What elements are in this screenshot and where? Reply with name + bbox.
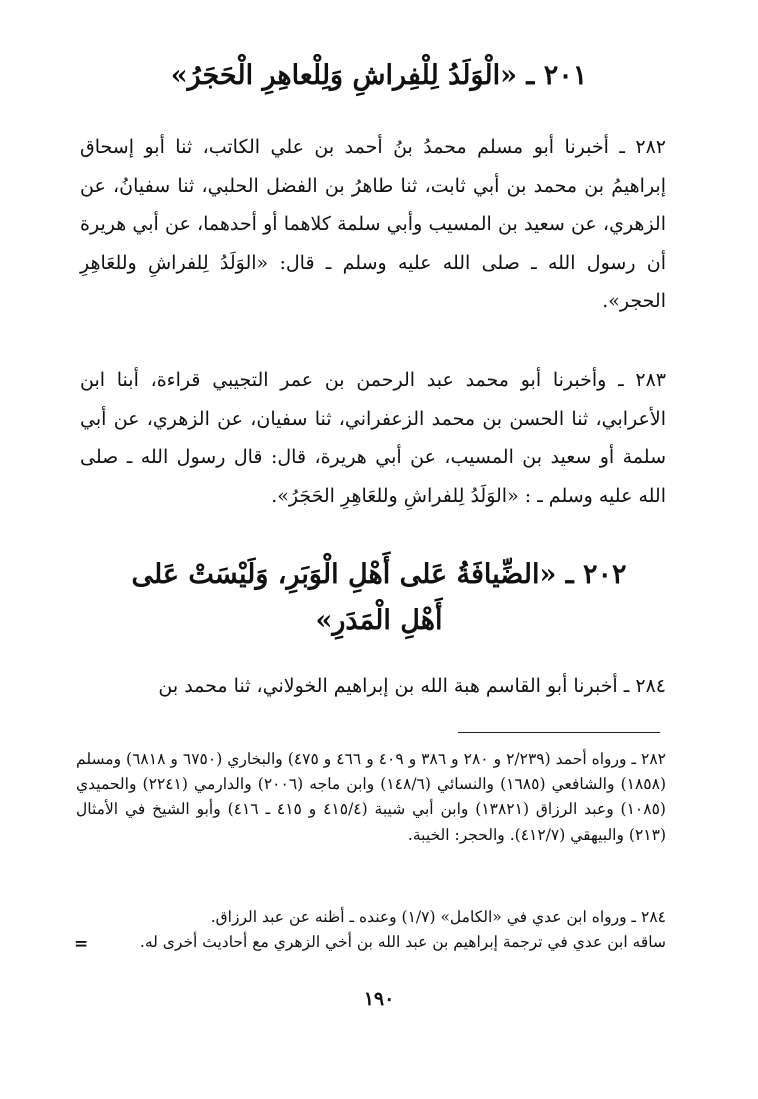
chapter-202-heading-line1: ٢٠٢ ـ «الضِّيافَةُ عَلى أَهْلِ الْوَبَرِ، وَلَيْسَتْ عَلى [131, 559, 627, 590]
footnote-284-line1: ٢٨٤ ـ ورواه ابن عدي في «الكامل» (١/٧) وعنده ـ أظنه عن عبد الرزاق. [210, 908, 666, 926]
footnote-284 [76, 905, 666, 955]
chapter-202-heading [60, 552, 698, 644]
footnote-divider [458, 732, 660, 733]
hadith-282-paragraph: ٢٨٢ ـ أخبرنا أبو مسلم محمدُ بنُ أحمد بن علي الكاتب، ثنا أبو إسحاق إبراهيمُ بن محمد بن أبي ثابت، ثنا طاهرُ بن الفضل الحلبي، ثنا سفيانُ، عن الزهري، عن سعيد بن المسيب وأبي سلمة كلاهما أو أحدهما، عن أبي هريرة أن رسول الله ـ صلى الله عليه وسلم ـ قال: «الوَلَدُ لِلفراشِ وللعَاهِرِ الحجر». [80, 136, 667, 312]
hadith-284-paragraph: ٢٨٤ ـ أخبرنا أبو القاسم هبة الله بن إبراهيم الخولاني، ثنا محمد بن [158, 675, 666, 697]
footnote-284-line2: ساقه ابن عدي في ترجمة إبراهيم بن عبد الله بن أخي الزهري مع أحاديث أخرى له. [139, 933, 666, 952]
chapter-202-heading-line2: أَهْلِ الْمَدَرِ» [315, 605, 443, 636]
hadith-283-paragraph: ٢٨٣ ـ وأخبرنا أبو محمد عبد الرحمن بن عمر التجيبي قراءة، أبنا ابن الأعرابي، ثنا الحسن بن محمد الزعفراني، ثنا سفيان، عن الزهري، عن أبي سلمة أو سعيد بن المسيب، عن أبي هريرة، قال: قال رسول الله ـ صلى الله عليه وسلم ـ : «الوَلَدُ لِلفراشِ وللعَاهِرِ الحَجَرُ». [80, 369, 666, 507]
page-number: ١٩٠ [363, 988, 395, 1010]
continuation-mark: = [74, 934, 89, 954]
chapter-201-heading: ٢٠١ ـ «الْوَلَدُ لِلْفِراشِ وَلِلْعاهِرِ الْحَجَرُ» [170, 60, 588, 91]
footnote-282: ٢٨٢ ـ ورواه أحمد (٢/٢٣٩ و ٢٨٠ و ٣٨٦ و ٤٠٩ و ٤٦٦ و ٤٧٥) والبخاري (٦٧٥٠ و ٦٨١٨) ومسلم (١٨٥٨) والشافعي (١٦٨٥) والنسائي (١٤٨/٦) وابن ماجه (٢٠٠٦) والدارمي (٢٢٤١) والحميدي (١٠٨٥) وعبد الرزاق (١٣٨٢١) وابن أبي شيبة (٤١٥/٤ و ٤١٥ ـ ٤١٦) وأبو الشيخ في الأمثال (٢١٣) والبيهقي (٤١٢/٧). والحجر: الخيبة. [76, 750, 667, 844]
